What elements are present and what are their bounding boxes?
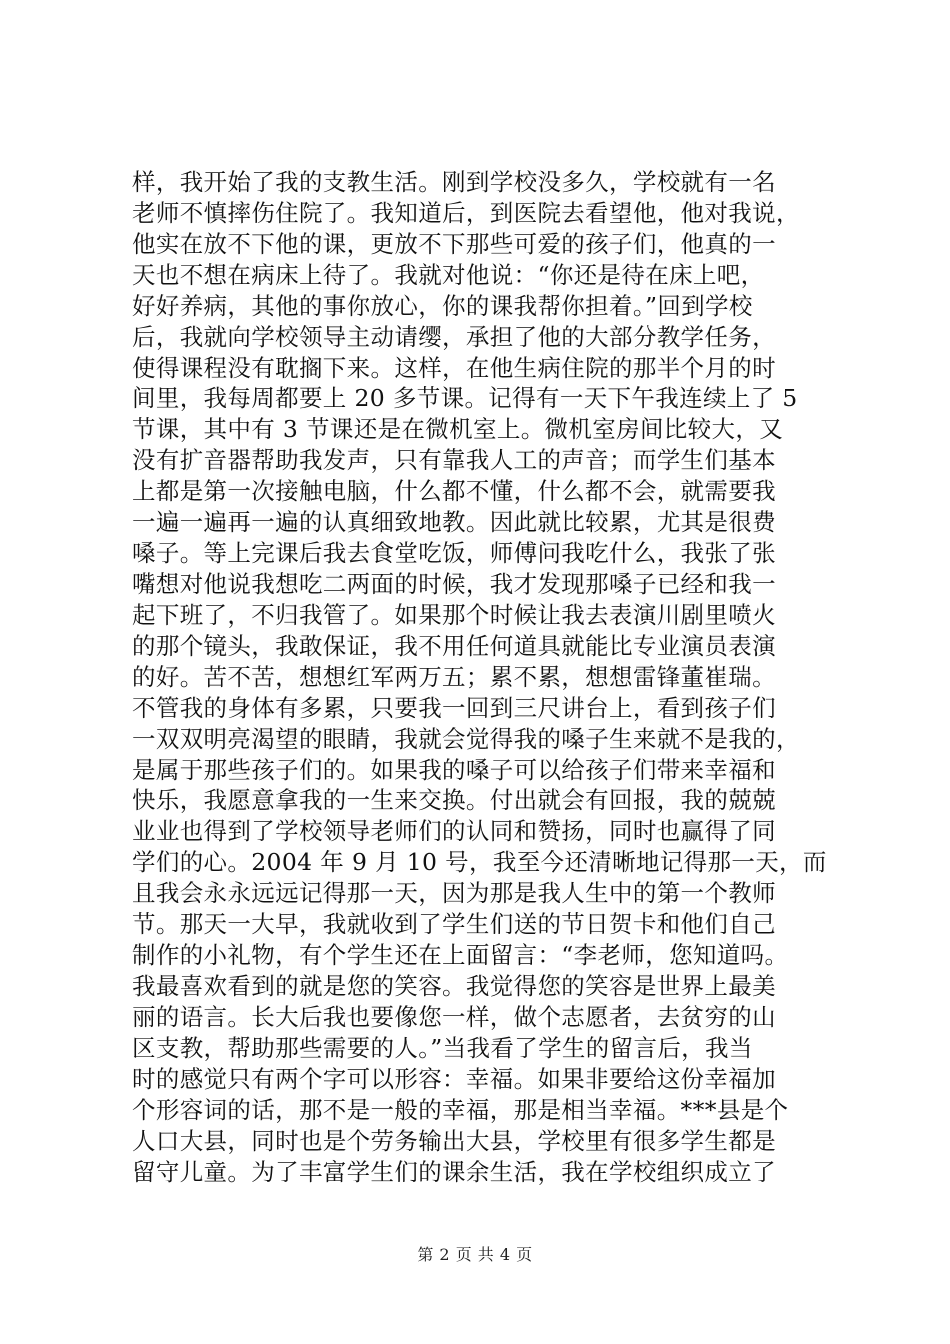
text-line-5: 好好养病，其他的事你放心，你的课我帮你担着。”回到学校 [132, 291, 753, 320]
text-line-32: 人口大县，同时也是个劳务输出大县，学校里有很多学生都是 [132, 1126, 776, 1155]
text-line-30: 时的感觉只有两个字可以形容：幸福。如果非要给这份幸福加 [132, 1064, 776, 1093]
text-line-27: 我最喜欢看到的就是您的笑容。我觉得您的笑容是世界上最美 [132, 971, 776, 1000]
text-line-9: 节课，其中有 3 节课还是在微机室上。微机室房间比较大，又 [132, 415, 784, 444]
text-line-1: 样，我开始了我的支教生活。刚到学校没多久，学校就有一名 [132, 168, 776, 196]
text-line-2: 老师不慎摔伤住院了。我知道后，到医院去看望他，他对我说， [132, 198, 800, 227]
text-line-23: 学们的心。2004 年 9 月 10 号，我至今还清晰地记得那一天，而 [132, 848, 827, 877]
text-line-29: 区支教，帮助那些需要的人。”当我看了学生的留言后，我当 [132, 1033, 753, 1062]
text-line-26: 制作的小礼物，有个学生还在上面留言：“李老师，您知道吗。 [132, 941, 789, 970]
body-text [132, 167, 832, 1187]
text-line-16: 的那个镜头，我敢保证，我不用任何道具就能比专业演员表演 [132, 631, 776, 660]
text-line-8: 间里，我每周都要上 20 多节课。记得有一天下午我连续上了 5 [132, 384, 798, 413]
text-line-25: 节。那天一大早，我就收到了学生们送的节日贺卡和他们自己 [132, 910, 776, 939]
text-line-33: 留守儿童。为了丰富学生们的课余生活，我在学校组织成立了 [132, 1157, 776, 1186]
text-line-21: 快乐，我愿意拿我的一生来交换。付出就会有回报，我的兢兢 [132, 786, 776, 815]
text-line-11: 上都是第一次接触电脑，什么都不懂，什么都不会，就需要我 [132, 477, 776, 506]
text-line-6: 后，我就向学校领导主动请缨，承担了他的大部分教学任务， [132, 322, 776, 351]
text-line-7: 使得课程没有耽搁下来。这样，在他生病住院的那半个月的时 [132, 353, 776, 382]
text-line-20: 是属于那些孩子们的。如果我的嗓子可以给孩子们带来幸福和 [132, 755, 776, 784]
text-line-4: 天也不想在病床上待了。我就对他说：“你还是待在床上吧， [132, 260, 765, 289]
page-footer: 第 2 页 共 4 页 [417, 1245, 533, 1264]
text-line-18: 不管我的身体有多累，只要我一回到三尺讲台上，看到孩子们 [132, 693, 776, 722]
text-line-24: 且我会永永远远记得那一天，因为那是我人生中的第一个教师 [132, 879, 776, 908]
text-line-15: 起下班了，不归我管了。如果那个时候让我去表演川剧里喷火 [132, 600, 776, 629]
text-line-10: 没有扩音器帮助我发声，只有靠我人工的声音；而学生们基本 [132, 446, 776, 475]
text-line-28: 丽的语言。长大后我也要像您一样，做个志愿者，去贫穷的山 [132, 1002, 776, 1031]
text-line-14: 嘴想对他说我想吃二两面的时候，我才发现那嗓子已经和我一 [132, 569, 776, 598]
text-line-13: 嗓子。等上完课后我去食堂吃饭，师傅问我吃什么，我张了张 [132, 539, 776, 568]
text-line-12: 一遍一遍再一遍的认真细致地教。因此就比较累，尤其是很费 [132, 508, 776, 537]
text-line-22: 业业也得到了学校领导老师们的认同和赞扬，同时也赢得了同 [132, 817, 776, 846]
text-line-3: 他实在放不下他的课，更放不下那些可爱的孩子们，他真的一 [132, 229, 776, 258]
text-line-31: 个形容词的话，那不是一般的幸福，那是相当幸福。***县是个 [132, 1095, 789, 1124]
text-line-17: 的好。苦不苦，想想红军两万五；累不累，想想雷锋董崔瑞。 [132, 662, 776, 691]
text-line-19: 一双双明亮渴望的眼睛，我就会觉得我的嗓子生来就不是我的， [132, 724, 800, 753]
